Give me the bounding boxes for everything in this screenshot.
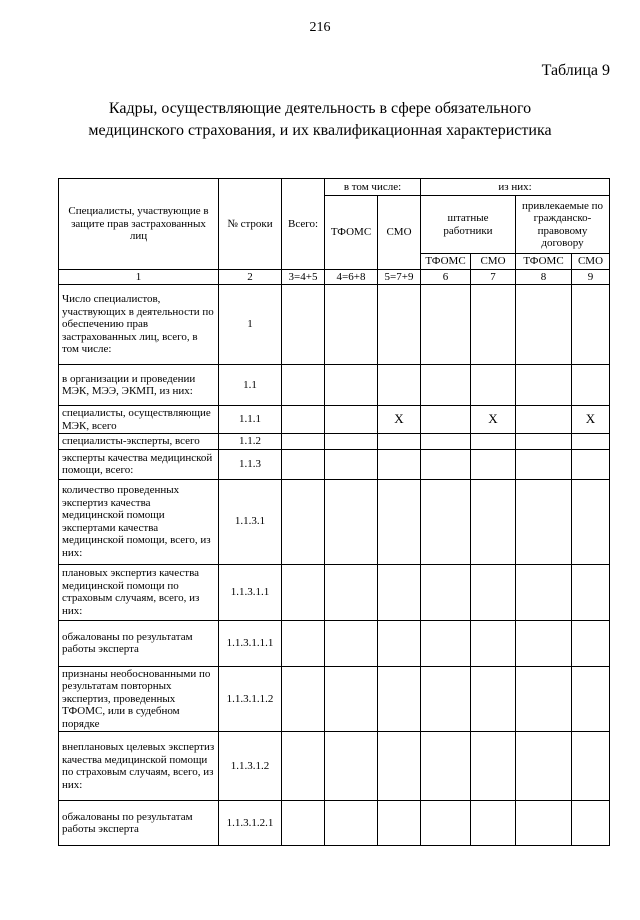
row-value-cell (421, 620, 471, 666)
row-value-cell (421, 406, 471, 434)
row-value-cell (282, 479, 325, 564)
row-value-cell (325, 801, 378, 846)
row-value-cell (325, 479, 378, 564)
row-code: 1.1.3.1.2 (219, 732, 282, 801)
row-value-cell (325, 620, 378, 666)
header-row-number: № строки (219, 179, 282, 270)
row-value-cell (572, 365, 610, 406)
header-tfoms: ТФОМС (325, 196, 378, 270)
row-value-cell (421, 434, 471, 450)
row-value-cell (378, 564, 421, 620)
column-number: 1 (59, 269, 219, 285)
row-value-cell (516, 285, 572, 365)
row-specialist-name: обжалованы по результатам работы эксперта (59, 620, 219, 666)
row-value-cell (325, 449, 378, 479)
table-row (59, 801, 610, 846)
row-value-cell (471, 801, 516, 846)
row-value-cell (516, 434, 572, 450)
row-value-cell (421, 801, 471, 846)
header-of-them: из них: (421, 179, 610, 196)
row-value-cell (421, 732, 471, 801)
row-value-cell (572, 449, 610, 479)
row-value-cell (282, 666, 325, 732)
row-code: 1.1.3.1 (219, 479, 282, 564)
row-value-cell (421, 449, 471, 479)
table-row (59, 449, 610, 479)
table-label: Таблица 9 (541, 62, 610, 79)
row-specialist-name: специалисты, осуществляющие МЭК, всего (59, 406, 219, 434)
column-number: 5=7+9 (378, 269, 421, 285)
row-value-cell (516, 479, 572, 564)
row-code: 1.1.3.1.1 (219, 564, 282, 620)
row-value-cell (325, 365, 378, 406)
row-specialist-name: эксперты качества медицинской помощи, всего: (59, 449, 219, 479)
table-row (59, 365, 610, 406)
column-number: 6 (421, 269, 471, 285)
row-value-cell (378, 434, 421, 450)
row-value-cell (572, 479, 610, 564)
row-value-cell (378, 666, 421, 732)
row-value-cell (421, 564, 471, 620)
row-specialist-name: специалисты-эксперты, всего (59, 434, 219, 450)
staff-table (58, 178, 610, 846)
row-value-cell (378, 285, 421, 365)
table-row (59, 285, 610, 365)
row-value-cell (325, 434, 378, 450)
row-value-cell (516, 564, 572, 620)
header-total: Всего: (282, 179, 325, 270)
row-value-cell (282, 434, 325, 450)
table-row (59, 620, 610, 666)
row-value-cell (282, 732, 325, 801)
row-specialist-name: обжалованы по результатам работы эксперта (59, 801, 219, 846)
row-code: 1.1.3.1.1.1 (219, 620, 282, 666)
row-value-cell (421, 285, 471, 365)
column-number-row (59, 269, 610, 285)
table-row (59, 564, 610, 620)
row-value-cell (421, 365, 471, 406)
table-row (59, 434, 610, 450)
header-smo: СМО (378, 196, 421, 270)
row-specialist-name: внеплановых целевых экспертиз качества медицинской помощи по страховым случаям, всего, из них: (59, 732, 219, 801)
row-value-cell (471, 666, 516, 732)
column-number: 7 (471, 269, 516, 285)
header-staff-tfoms: ТФОМС (421, 254, 471, 270)
row-value-cell (325, 564, 378, 620)
header-contract-smo: СМО (572, 254, 610, 270)
row-value-cell: X (572, 406, 610, 434)
row-value-cell: X (378, 406, 421, 434)
row-value-cell (471, 365, 516, 406)
row-code: 1.1.1 (219, 406, 282, 434)
header-staff-smo: СМО (471, 254, 516, 270)
row-code: 1.1.3 (219, 449, 282, 479)
row-value-cell (572, 564, 610, 620)
row-value-cell (421, 666, 471, 732)
row-value-cell (421, 479, 471, 564)
row-value-cell (471, 285, 516, 365)
header-contract-tfoms: ТФОМС (516, 254, 572, 270)
row-value-cell (378, 479, 421, 564)
row-value-cell (516, 406, 572, 434)
row-specialist-name: признаны необоснованными по результатам повторных экспертиз, проведенных ТФОМС, или в судебном порядке (59, 666, 219, 732)
row-value-cell (282, 620, 325, 666)
row-value-cell (471, 620, 516, 666)
header-specialists: Специалисты, участвующие в защите прав застрахованных лиц (59, 179, 219, 270)
header-contract-workers: привлекаемые по гражданско-правовому договору (516, 196, 610, 254)
row-code: 1.1.3.1.1.2 (219, 666, 282, 732)
row-value-cell (325, 285, 378, 365)
row-value-cell (325, 732, 378, 801)
row-value-cell (516, 801, 572, 846)
row-value-cell (516, 732, 572, 801)
row-specialist-name: количество проведенных экспертиз качества медицинской помощи экспертами качества медицинской помощи, всего, из них: (59, 479, 219, 564)
row-value-cell (516, 620, 572, 666)
row-code: 1.1.3.1.2.1 (219, 801, 282, 846)
row-value-cell (516, 449, 572, 479)
column-number: 8 (516, 269, 572, 285)
column-number: 9 (572, 269, 610, 285)
row-value-cell (378, 732, 421, 801)
header-including: в том числе: (325, 179, 421, 196)
column-number: 3=4+5 (282, 269, 325, 285)
table-row (59, 479, 610, 564)
row-value-cell (282, 365, 325, 406)
row-value-cell (572, 732, 610, 801)
row-value-cell (282, 406, 325, 434)
row-value-cell (325, 666, 378, 732)
row-value-cell (471, 564, 516, 620)
row-value-cell (572, 620, 610, 666)
row-value-cell: X (471, 406, 516, 434)
row-value-cell (572, 801, 610, 846)
row-code: 1 (219, 285, 282, 365)
row-code: 1.1.2 (219, 434, 282, 450)
row-value-cell (471, 449, 516, 479)
row-value-cell (471, 479, 516, 564)
row-value-cell (516, 666, 572, 732)
row-value-cell (282, 564, 325, 620)
row-code: 1.1 (219, 365, 282, 406)
row-value-cell (572, 285, 610, 365)
row-value-cell (282, 801, 325, 846)
row-value-cell (471, 732, 516, 801)
document-title: Кадры, осуществляющие деятельность в сфере обязательного медицинского страхования, и их квалификационная характеристика (88, 100, 552, 139)
table-row (59, 406, 610, 434)
row-value-cell (471, 434, 516, 450)
page-number: 216 (309, 20, 331, 35)
column-number: 2 (219, 269, 282, 285)
row-value-cell (325, 406, 378, 434)
table-row (59, 666, 610, 732)
row-specialist-name: Число специалистов, участвующих в деятельности по обеспечению прав застрахованных лиц, всего, в том числе: (59, 285, 219, 365)
row-value-cell (516, 365, 572, 406)
row-value-cell (378, 620, 421, 666)
row-value-cell (282, 285, 325, 365)
row-specialist-name: в организации и проведении МЭК, МЭЭ, ЭКМП, из них: (59, 365, 219, 406)
row-value-cell (572, 666, 610, 732)
header-staff-workers: штатные работники (421, 196, 516, 254)
column-number: 4=6+8 (325, 269, 378, 285)
row-value-cell (378, 365, 421, 406)
row-value-cell (378, 801, 421, 846)
row-specialist-name: плановых экспертиз качества медицинской помощи по страховым случаям, всего, из них: (59, 564, 219, 620)
row-value-cell (282, 449, 325, 479)
row-value-cell (378, 449, 421, 479)
table-row (59, 732, 610, 801)
row-value-cell (572, 434, 610, 450)
